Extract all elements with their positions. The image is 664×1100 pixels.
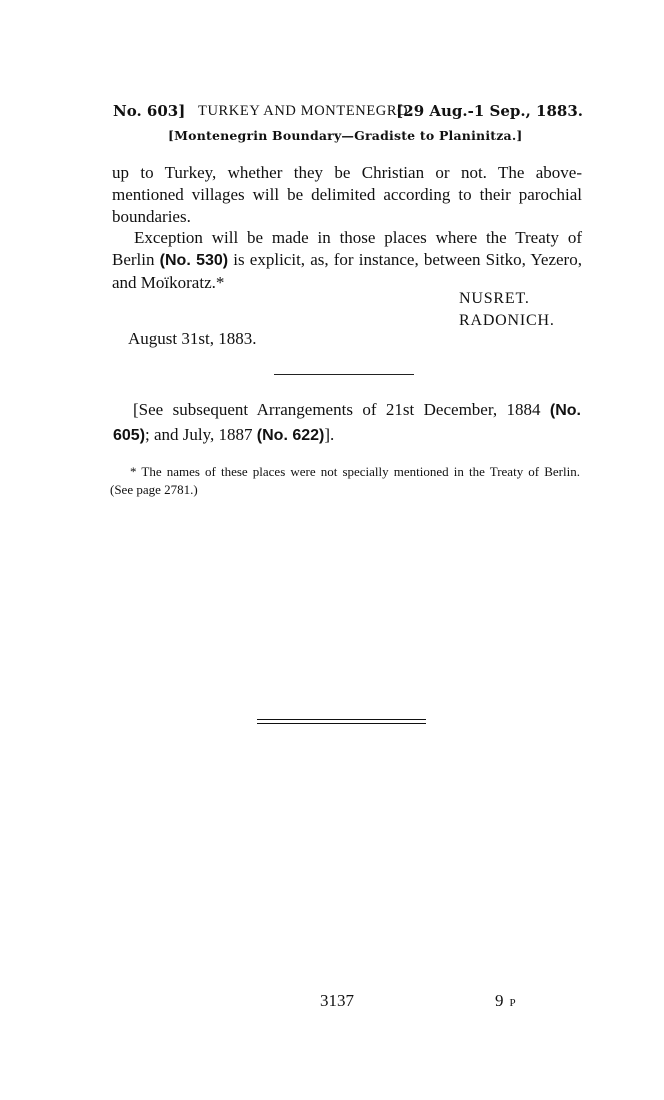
paragraph-2-text-b: is explicit, as, for instance, between Sitko, Yezero, and Moïkoratz.*: [112, 250, 582, 292]
note-text-a: [See subsequent Arrangements of 21st December, 1884: [133, 400, 550, 419]
document-number: No. 603]: [113, 102, 186, 120]
end-double-rule: [257, 719, 426, 724]
signature-letter: P: [509, 997, 516, 1009]
running-header: [113, 99, 583, 123]
signatory-nusret: NUSRET.: [459, 290, 530, 307]
paragraph-2: [112, 227, 582, 294]
signing-date: August 31st, 1883.: [128, 329, 257, 348]
printer-signature-mark: [495, 990, 516, 1014]
date-range: [29 Aug.-1 Sep., 1883.: [396, 102, 583, 120]
footnote: * The names of these places were not specially mentioned in the Treaty of Berlin. (See page 2781.): [110, 464, 580, 497]
signature-number: 9: [495, 991, 504, 1010]
paragraph-2-text-a: Exception will be made in those places where the Treaty of Berlin: [112, 228, 582, 269]
paragraph-1: up to Turkey, whether they be Christian or not. The above-mentioned villages will be delimited according to their parochial boundaries.: [112, 163, 582, 226]
page-number: 3137: [320, 991, 354, 1010]
subsequent-arrangements-note: [113, 398, 581, 448]
section-divider: [274, 374, 414, 375]
note-text-c: ].: [324, 425, 335, 444]
treaty-reference-605: (No. 605): [113, 402, 581, 444]
treaty-reference-622: (No. 622): [256, 427, 325, 444]
section-subtitle: [Montenegrin Boundary—Gradiste to Planinitza.]: [168, 128, 523, 143]
running-title: TURKEY AND MONTENEGRO.: [198, 103, 413, 119]
signatory-radonich: RADONICH.: [459, 312, 555, 329]
note-text-b: ; and July, 1887: [145, 425, 257, 444]
treaty-reference-530: (No. 530): [159, 252, 229, 269]
